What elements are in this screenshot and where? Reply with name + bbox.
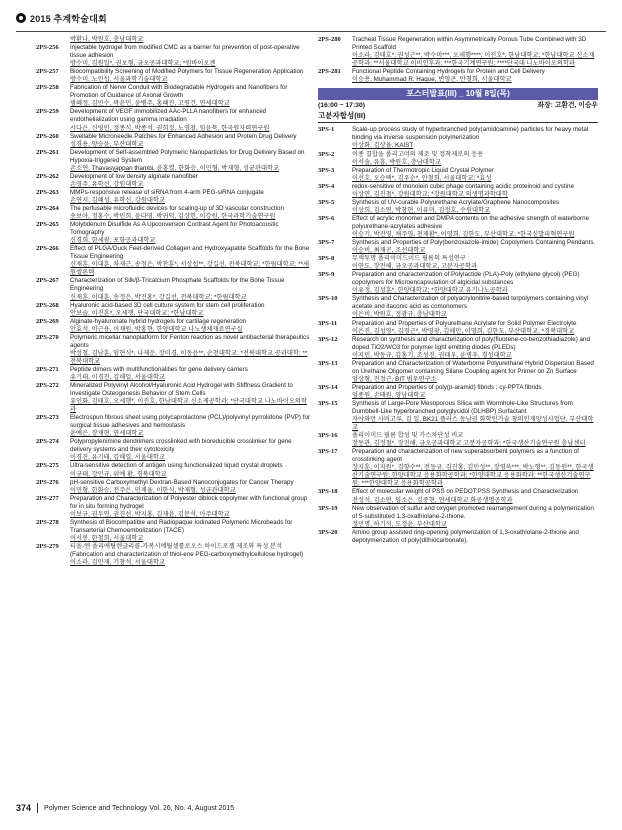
presentation-code: 3PS-16 — [318, 432, 338, 440]
program-entry — [318, 151, 598, 167]
entry-body — [70, 366, 311, 382]
program-entry — [36, 543, 311, 567]
session-time-row — [318, 102, 598, 110]
paper-authors: 범혜정, 김민수, 곽윤민, 윤병주, 홍혜진, 고원건, 연세대학교 — [70, 100, 230, 108]
presentation-code: 3PS-17 — [318, 448, 338, 456]
program-entry — [36, 149, 311, 173]
program-entry — [318, 529, 598, 545]
entry-body — [352, 295, 598, 319]
entry-body — [352, 255, 598, 271]
paper-authors: 임종원, 손태원, 영남대학교 — [352, 391, 426, 399]
presentation-code: 2PS-268 — [36, 301, 59, 309]
header-divider — [16, 31, 606, 32]
paper-title: Development of VEGF immobilized AAc-PLLA nanofibers for enhanced endothelialization using gamma irradiation — [70, 108, 267, 124]
session-divider — [318, 122, 598, 123]
presentation-code: 3PS-1 — [318, 126, 335, 134]
presentation-code: 2PS-281 — [318, 68, 341, 76]
paper-authors: 이규태, 강민규, 위예 환, 경북대학교 — [70, 470, 167, 478]
entry-body — [352, 167, 598, 183]
presentation-code: 2PS-264 — [36, 204, 59, 212]
paper-authors: 박환나, 박원호, 충남대학교 — [70, 36, 144, 43]
paper-authors: 손소연, Thavasyappan thambi, 윤홍열, 한화승, 이민형, 박재형, 성균관대학교 — [70, 164, 280, 172]
entry-body — [352, 336, 598, 360]
paper-title: Scale-up process study of hyperbranched poly(amidoamine) particles for heavy metal binding via inverse suspension polymerization — [352, 126, 589, 142]
presentation-code: 2PS-262 — [36, 172, 59, 180]
program-entry — [318, 36, 598, 68]
presentation-code: 2PS-257 — [36, 68, 59, 76]
program-entry — [36, 173, 311, 189]
entry-body — [352, 488, 598, 504]
presentation-code: 2PS-278 — [36, 518, 59, 526]
presentation-code: 2PS-280 — [318, 36, 341, 43]
paper-title: Preparation and Properties of Polyurethane Acrylate for Solid Polymer Electrolyte — [352, 319, 577, 327]
program-entry — [36, 36, 311, 44]
paper-authors: 안보슬, 이진혼*, 오세행, 단국대학교; *한남대학교 — [70, 309, 204, 317]
paper-authors: 성경용, 양승윤, 부산대학교 — [70, 140, 144, 148]
paper-authors: 이보규, 권두연, 권진선, 박지홍, 김재윤, 김문석, 아주대학교 — [70, 510, 230, 518]
presentation-code: 2PS-274 — [36, 438, 59, 446]
presentation-code: 2PS-259 — [36, 108, 59, 116]
presentation-code: 2PS-266 — [36, 245, 59, 253]
presentation-code: 3PS-9 — [318, 271, 335, 279]
paper-title: Hyaluronic acid-based 3D cell culture system for stem cell proliferation — [70, 301, 265, 309]
paper-title: The perfusable microfluidic devices for scaling-up of 3D vascular construction — [70, 204, 284, 212]
presentation-code: 3PS-20 — [318, 528, 338, 536]
presentation-code: 2PS-261 — [36, 148, 59, 156]
program-entry — [36, 462, 311, 478]
paper-authors: 임상형, 진정근, BIT 범우연구소 — [352, 375, 437, 383]
paper-authors: 유기태, 이경진, 김해일, 서울대학교 — [70, 373, 165, 381]
entry-body — [352, 448, 598, 488]
paper-title: Preparation of Thermotropic Liquid Crystal Polymer — [352, 166, 494, 174]
entry-body — [70, 462, 311, 478]
paper-title: Swellable Microneedle Patches for Enhanced Adhesion and Protein Drug Delivery — [70, 132, 297, 140]
program-entry — [318, 183, 598, 199]
page-header — [16, 10, 107, 26]
presentation-code: 2PS-277 — [36, 494, 59, 502]
entry-body — [70, 173, 311, 189]
program-entry — [318, 271, 598, 295]
entry-body — [70, 36, 311, 44]
paper-title: Preparation and Properties of poly(p-aramid) fibrids ; cy-PPTA fibrids — [352, 383, 542, 391]
presentation-code: 3PS-10 — [318, 295, 338, 303]
program-entry — [36, 205, 311, 221]
paper-title: 이종 결합을 폴리고머의 제조 및 접착제로의 응용 — [352, 150, 484, 158]
presentation-code: 2PS-279 — [36, 542, 59, 550]
paper-authors: 손연지, 김혜성, 유학신, 강원대학교 — [70, 196, 165, 204]
presentation-code: 3PS-14 — [318, 383, 338, 391]
paper-title: MMPs-responsive release of siRNA from 4-arm PEG-siRNA conjugate — [70, 188, 264, 196]
program-entry — [36, 245, 311, 277]
paper-authors: 이연도, 장진해, 금오공과대학교, 고분자공학과 — [352, 263, 478, 271]
paper-title: Functional Peptide Containing Hydrogels for Protein and Cell Delivery — [352, 68, 545, 76]
entry-body — [70, 133, 311, 149]
entry-body — [70, 84, 311, 108]
paper-title: Synthesis of UV-curable Polyurethane Acrylate/Graphene Nanocomposites — [352, 198, 560, 206]
paper-title: 무색투명 폴리이미드이드 필름의 특성연구 — [352, 255, 466, 263]
program-entry — [318, 68, 598, 84]
program-entry — [36, 44, 311, 68]
paper-title: redox-sensitive of monolein cubic phage containing acidic proteinoid and cystine — [352, 182, 575, 190]
program-entry — [318, 360, 598, 384]
presentation-code: 2PS-269 — [36, 317, 59, 325]
paper-authors: 이민형, 한화승, 전주은, 민재율, 이한식, 박재형, 성균관대학교 — [70, 486, 236, 494]
presentation-code: 3PS-13 — [318, 359, 338, 367]
paper-title: Effect of acrylic monomer and DMPA contents on the adhesive strength of waterborne polyurethane-acrylates adhesive — [352, 214, 590, 230]
paper-authors: 이상화, 김상율, KAIST — [352, 142, 414, 150]
entry-body — [352, 151, 598, 167]
program-entry — [318, 167, 598, 183]
paper-title: pH-sensitive Carboxymethyl Dextran-Based Nanoconjugates for Cancer Therapy — [70, 478, 294, 486]
entry-body — [352, 529, 598, 545]
paper-authors: 이소라, 김민재, 기창석, 서울대학교 — [70, 559, 165, 567]
entry-body — [70, 108, 311, 132]
left-column — [36, 36, 311, 567]
program-entry — [318, 384, 598, 400]
program-entry — [318, 432, 598, 448]
paper-authors: 정민명, 하기석, 도정윤, 부산대학교 — [352, 520, 447, 528]
program-entry — [318, 295, 598, 319]
entry-body — [70, 68, 311, 84]
paper-authors: 이경진, 유기태, 김해일, 서울대학교 — [70, 454, 165, 462]
right-top-entries — [318, 36, 598, 84]
paper-title: Peptide dimers with multifunctionalities for gene delivery carriers — [70, 365, 248, 373]
program-entry — [318, 400, 598, 432]
paper-authors: 장지훈, 이지원*, 김향수**, 전동규, 김진홍, 김민성**, 장영욱***, 박노형**, 김동원**, 한국생산기술연구원; 한양대학교 응용화학공학과; *한양대학교 응용화학과; **한국생산기술연구원; ***한양대학교 응용화학공학과 — [352, 464, 594, 488]
paper-title: Mineralized Polyvinyl Alcohol/Hyaluronic Acid Hydrogel with Stiffness Gradient to Investigate Osteogenesis Behavior of Stem Cells — [70, 382, 293, 398]
paper-authors: 박성철, 김남훈, 임현식*, 나재운, 장미경, 이동윤**, 순천대학교; *전북대학교 공과대학; **전북대학교 — [70, 349, 308, 365]
program-entry — [318, 448, 598, 488]
paper-authors: 신경희, 한세광, 포항공과대학교 — [70, 237, 156, 245]
program-entry — [36, 382, 311, 414]
paper-title: Synthesis and Characterization of polyacrylonitrile-based terpolymers containing vinyl acetate and itaconic acid as comonomers — [352, 295, 589, 311]
paper-authors: 이선호, 오승택*, 김우순*, 안철희, 서울대학교; *효성 — [352, 174, 492, 182]
paper-title: Molybdenum Disulfide As A Upconversion Contrast Agent for Photoacoustic Tomography — [70, 221, 279, 237]
paper-title: Preparation and Characterization of Waterborne Polyurethane Hybrid Dispersion Based on Urethane Oligomer containing Silane Coupling agent for Primer on Zn Surface — [352, 359, 594, 375]
paper-title: Synthesis of Large-Pore Mesoporous Silica with Wormhole-Like Structures from Dumbbell-Like hyperbranched polyglycidol (DLHBP) Surfactant — [352, 399, 573, 416]
entry-body — [352, 68, 598, 84]
presentation-code — [36, 36, 70, 44]
entry-body — [70, 318, 311, 334]
program-entry — [36, 495, 311, 519]
paper-title: New observation of sulfur and oxygen promoted rearrangement during a polymerization of 5-substituted 1,3-oxathiolane-2-thione. — [352, 504, 594, 520]
entry-body — [70, 277, 311, 301]
entry-body — [352, 384, 598, 400]
paper-authors: 방수미, 노인섭, 서울과학기술대학교 — [70, 76, 168, 84]
presentation-code: 2PS-275 — [36, 462, 59, 470]
entry-body — [70, 149, 311, 173]
paper-authors: 이은비, 박원호, 정광규, 충남대학교 — [352, 311, 447, 319]
paper-title: Synthesis of Biocompatible and Radiopaque Iodinated Polymeric Microbeads for Transarterial Chemoembolization (TACE) — [70, 518, 293, 534]
program-entry — [318, 215, 598, 239]
program-entry — [36, 68, 311, 84]
paper-title: Preparation and characterization of Polylactide (PLA)-Poly (ethylene glycol) (PEG) copolymers for Microencapsulation of algicidal substances — [352, 271, 580, 287]
presentation-code: 2PS-271 — [36, 365, 59, 373]
paper-authors: 송보아, 정홍수, 박민희, 윤다영, 박귀덕, 김상헌, 이강원, 한국과학기술연구원 — [70, 213, 276, 221]
presentation-code: 2PS-258 — [36, 84, 59, 92]
program-entry — [318, 320, 598, 336]
presentation-code: 2PS-272 — [36, 382, 59, 390]
paper-title: Characterization of Silk/β-Tricalcium Phosphate Scaffolds for the Bone Tissue Engineering — [70, 277, 285, 293]
program-entry — [36, 366, 311, 382]
entry-body — [70, 44, 311, 68]
paper-authors: 이서솔, 유흥, 박원호, 충남대학교 — [352, 158, 441, 166]
paper-title: Alginate-hyaluronate hybrid hydrogels for cartilage regeneration — [70, 317, 247, 325]
program-entry — [318, 255, 598, 271]
entry-body — [70, 382, 311, 414]
paper-authors: 이상연, 김진철*, 강원대학교; *강원대학교 의생명과학대학 — [352, 190, 508, 198]
paper-authors: 이은진, 김성영*, 김경근*, 박영광, 김해민, 이영희, 김한도, 부산대학교; *경북대학교 — [352, 327, 575, 335]
program-entry — [318, 199, 598, 215]
presentation-code: 3PS-15 — [318, 399, 338, 407]
entry-body — [70, 245, 311, 277]
presentation-code: 3PS-2 — [318, 150, 335, 158]
paper-authors: 이소라, 김태호*, 권성근**, 박수미***, 오세행****, 이진호*, 한남대학교; *한남대학교 신소재공학과; **서울대학교 이비인후과; ***한국기계연구원; ****단국대 나노바이오의학과 — [352, 52, 595, 68]
entry-body — [70, 543, 311, 567]
program-entry — [36, 133, 311, 149]
presentation-code: 3PS-19 — [318, 504, 338, 512]
program-entry — [36, 334, 311, 366]
program-entry — [36, 318, 311, 334]
program-entry — [318, 126, 598, 150]
paper-authors: 이지민, 박동규, 김홍기, 조성진, 권태우, 윤병우, 경성대학교 — [352, 351, 512, 359]
paper-title: Fabrication of Nerve Conduit with Biodegradable Hydrogels and Nanofibers for Promotion of Guidance of Axonal Growth — [70, 84, 288, 100]
entry-body — [70, 205, 311, 221]
paper-title: Electrospun fibrous sheet using polycaprolactone (PCL)/polyvinyl pyrrolidone (PVP) for surgical tissue adhesives and hemostasis — [70, 414, 311, 430]
paper-title: Ultra-sensitive detection of antigen using functionalized liquid crystal droplets — [70, 462, 283, 470]
entry-body — [352, 432, 598, 448]
paper-authors: 이승비, 최재곤, 조선대학교 — [352, 247, 426, 255]
presentation-code: 3PS-4 — [318, 182, 335, 190]
paper-authors: 윤예은, 장재현, 연세대학교 — [70, 430, 144, 438]
paper-title: Preparation and characterization of new superabsorbent polymers as a function of crosslinking agent — [352, 448, 579, 464]
paper-authors: 전성석, 김소연, 임소은, 김중현, 연세대학교 화공생명공학과 — [352, 496, 513, 504]
program-entry — [318, 239, 598, 255]
entry-body — [352, 505, 598, 529]
conference-logo-icon — [16, 13, 26, 23]
presentation-code: 2PS-260 — [36, 132, 59, 140]
paper-authors: 이승기, 박진영, 채주영, 천재환*, 이영희, 김한도, 부산대학교; *한국신발피혁연구원 — [352, 230, 575, 238]
entry-body — [352, 360, 598, 384]
session-chair: 좌장: 고환건, 이승우 — [537, 102, 598, 110]
paper-title: 티올-엔 폴리에틸렌글리콜-카복시메틸셀룰로오스 하이드로젤 제조와 특성 분석 (Fabrication and characterization of thiol-ene PEG-carboxymethylcellulose hydrogel) — [70, 542, 304, 558]
presentation-code: 2PS-270 — [36, 333, 59, 341]
program-entry — [318, 488, 598, 504]
paper-title: Preparation and Characterization of Polyester diblock copolymer with functional group for in situ forming hydrogel — [70, 494, 308, 510]
presentation-code: 2PS-256 — [36, 44, 59, 52]
presentation-code: 2PS-276 — [36, 478, 59, 486]
paper-authors: 손영주, 유학신, 강원대학교 — [70, 180, 144, 188]
entry-body — [70, 302, 311, 318]
program-entry — [36, 438, 311, 462]
session-time: (16:00 ~ 17:30) — [318, 102, 366, 110]
entry-body — [352, 320, 598, 336]
presentation-code: 2PS-263 — [36, 188, 59, 196]
paper-title: Tracheal Tissue Regeneration within Asymmetrically Porous Tube Combined with 3D Printed Scaffold — [352, 36, 587, 52]
program-entry — [36, 108, 311, 132]
program-entry — [36, 414, 311, 438]
entry-body — [352, 271, 598, 295]
paper-authors: 이유정, 김성훈*, 한양대학교; *한양대학교 유기나노공학과 — [352, 287, 508, 295]
page-number: 374 — [16, 803, 32, 813]
right-column — [318, 36, 598, 545]
presentation-code: 3PS-3 — [318, 166, 335, 174]
page-footer — [16, 803, 234, 813]
entry-body — [70, 414, 311, 438]
paper-title: Research on synthesis and characterization of poly(fluorene-co-benzothiadiazole) and doped TiO2/WO3 for polymer light emitting diodes (PLEDs) — [352, 335, 590, 351]
paper-authors: 자야와만 사비고루, 김 일, BK21 플러스 동남권 화학인가술 창의인재양성사업단, 부산대학교 — [352, 416, 594, 432]
paper-title: Development of Self-assembled Polymeric Nanoparticles for Drug Delivery Based on Hypoxia-triggered System — [70, 148, 305, 164]
program-entry — [36, 221, 311, 245]
presentation-code: 3PS-8 — [318, 255, 335, 263]
right-bottom-entries — [318, 126, 598, 544]
paper-authors: 서다은, 신영민, 정종식, 박종석, 권희정, 노영창, 임윤묵, 한국원자력연구원 — [70, 124, 270, 132]
paper-title: Polypropylenimine dendrimers crosslinked with bioreducible crosslinker for gene delivery systems and their cytotoxicity — [70, 438, 292, 454]
presentation-code: 3PS-7 — [318, 239, 335, 247]
entry-body — [70, 495, 311, 519]
entry-body — [70, 519, 311, 543]
presentation-code: 2PS-267 — [36, 277, 59, 285]
program-entry — [36, 302, 311, 318]
entry-body — [352, 126, 598, 150]
program-entry — [36, 189, 311, 205]
program-entry — [36, 84, 311, 108]
entry-body — [352, 36, 598, 68]
entry-body — [70, 334, 311, 366]
presentation-code: 3PS-6 — [318, 214, 335, 222]
paper-title: 폴리이미드 필름 합성 및 가스차단성 비교 — [352, 432, 464, 440]
header-title: 2015 추계학술대회 — [30, 13, 107, 24]
program-entry — [36, 277, 311, 301]
program-entry — [36, 479, 311, 495]
paper-authors: 이서봉, 한철희, 서울대학교 — [70, 534, 144, 542]
entry-body — [70, 438, 311, 462]
entry-body — [352, 199, 598, 215]
paper-title: Effect of molecular weight of PSS on PEDOT:PSS Synthesis and Characterization — [352, 488, 579, 496]
program-entry — [318, 336, 598, 360]
paper-authors: 이상희, 김소연, 박창현, 이유미, 김정호, 수원대학교 — [352, 206, 491, 214]
program-entry — [318, 505, 598, 529]
program-entry — [36, 519, 311, 543]
presentation-code: 2PS-273 — [36, 414, 59, 422]
paper-authors: 방수미, 김원일*, 권오형, 금오공과대학교; *원바이오젠 — [70, 60, 216, 68]
journal-citation: Polymer Science and Technology Vol. 26, No. 4, August 2015 — [44, 804, 235, 812]
paper-title: Development of low density alginate nanofiber — [70, 172, 198, 180]
paper-authors: 신재훈, 이대훈, 송정은, 박진홍*, 강길선, 전북대학교; *한림대학교 — [70, 293, 247, 301]
entry-body — [352, 215, 598, 239]
entry-body — [70, 221, 311, 245]
presentation-code: 2PS-265 — [36, 221, 59, 229]
entry-body — [352, 400, 598, 432]
presentation-code: 3PS-11 — [318, 319, 338, 327]
paper-title: Effect of PLGA/Duck Feet-derived Collagen and Hydroxyapatite Scaffolds for the Bone Tissue Engineering — [70, 245, 310, 261]
entry-body — [352, 183, 598, 199]
paper-title: Polymeric micellar nanoplatform for Fenton reaction as novel antibacterial therapeutics agents — [70, 333, 310, 349]
paper-title: Synthesis and Properties of Poly(benzoxazole-imide) Copolymers Containing Pendants. — [352, 239, 596, 247]
paper-title: Biocompatibility Screening of Modified Polymers for Tissue Regeneration Application — [70, 68, 304, 76]
paper-title: Injectable hydrogel from modified CMC as a barrier for prevention of post-operative tissue adhesion — [70, 44, 300, 60]
entry-body — [352, 239, 598, 255]
entry-body — [70, 189, 311, 205]
presentation-code: 3PS-5 — [318, 198, 335, 206]
entry-body — [70, 479, 311, 495]
session-name: 고분자합성(III) — [318, 111, 366, 121]
paper-authors: 유인화, 김태호, 오세행*, 이진호, 한남대학교 신소재공학과; *단국대학교 나노바이오의학과 — [70, 398, 308, 414]
paper-authors: 신재훈, 이대훈, 차재근, 송정은, 박찬훈*, 서상섭**, 강길선, 전북대학교; *한림대학교; **세원셀론텍 — [70, 261, 310, 277]
presentation-code: 3PS-18 — [318, 488, 338, 496]
session-banner: 포스터발표(III) _ 10월 8일(목) — [318, 88, 598, 100]
footer-divider — [37, 803, 38, 813]
paper-authors: 안효석, 이근용, 이재원, 박홍현, 한양대학교 나노생체재료연구실 — [70, 325, 243, 333]
paper-authors: 장동관, 김정철*, 장진해, 금오공과대학교 고분자공학과; *한국생산기술연구원 충남센터 — [352, 440, 586, 448]
presentation-code: 3PS-12 — [318, 335, 338, 343]
paper-title: Amino group assisted ring-opening polymerization of 1,3-oxathiolane-2-thione and depolymerization of poly(dithiocarbonate). — [352, 528, 579, 544]
paper-authors: 이승용, Muhammad R. Haque, 변영곤, 안철희, 서울대학교 — [352, 76, 512, 84]
